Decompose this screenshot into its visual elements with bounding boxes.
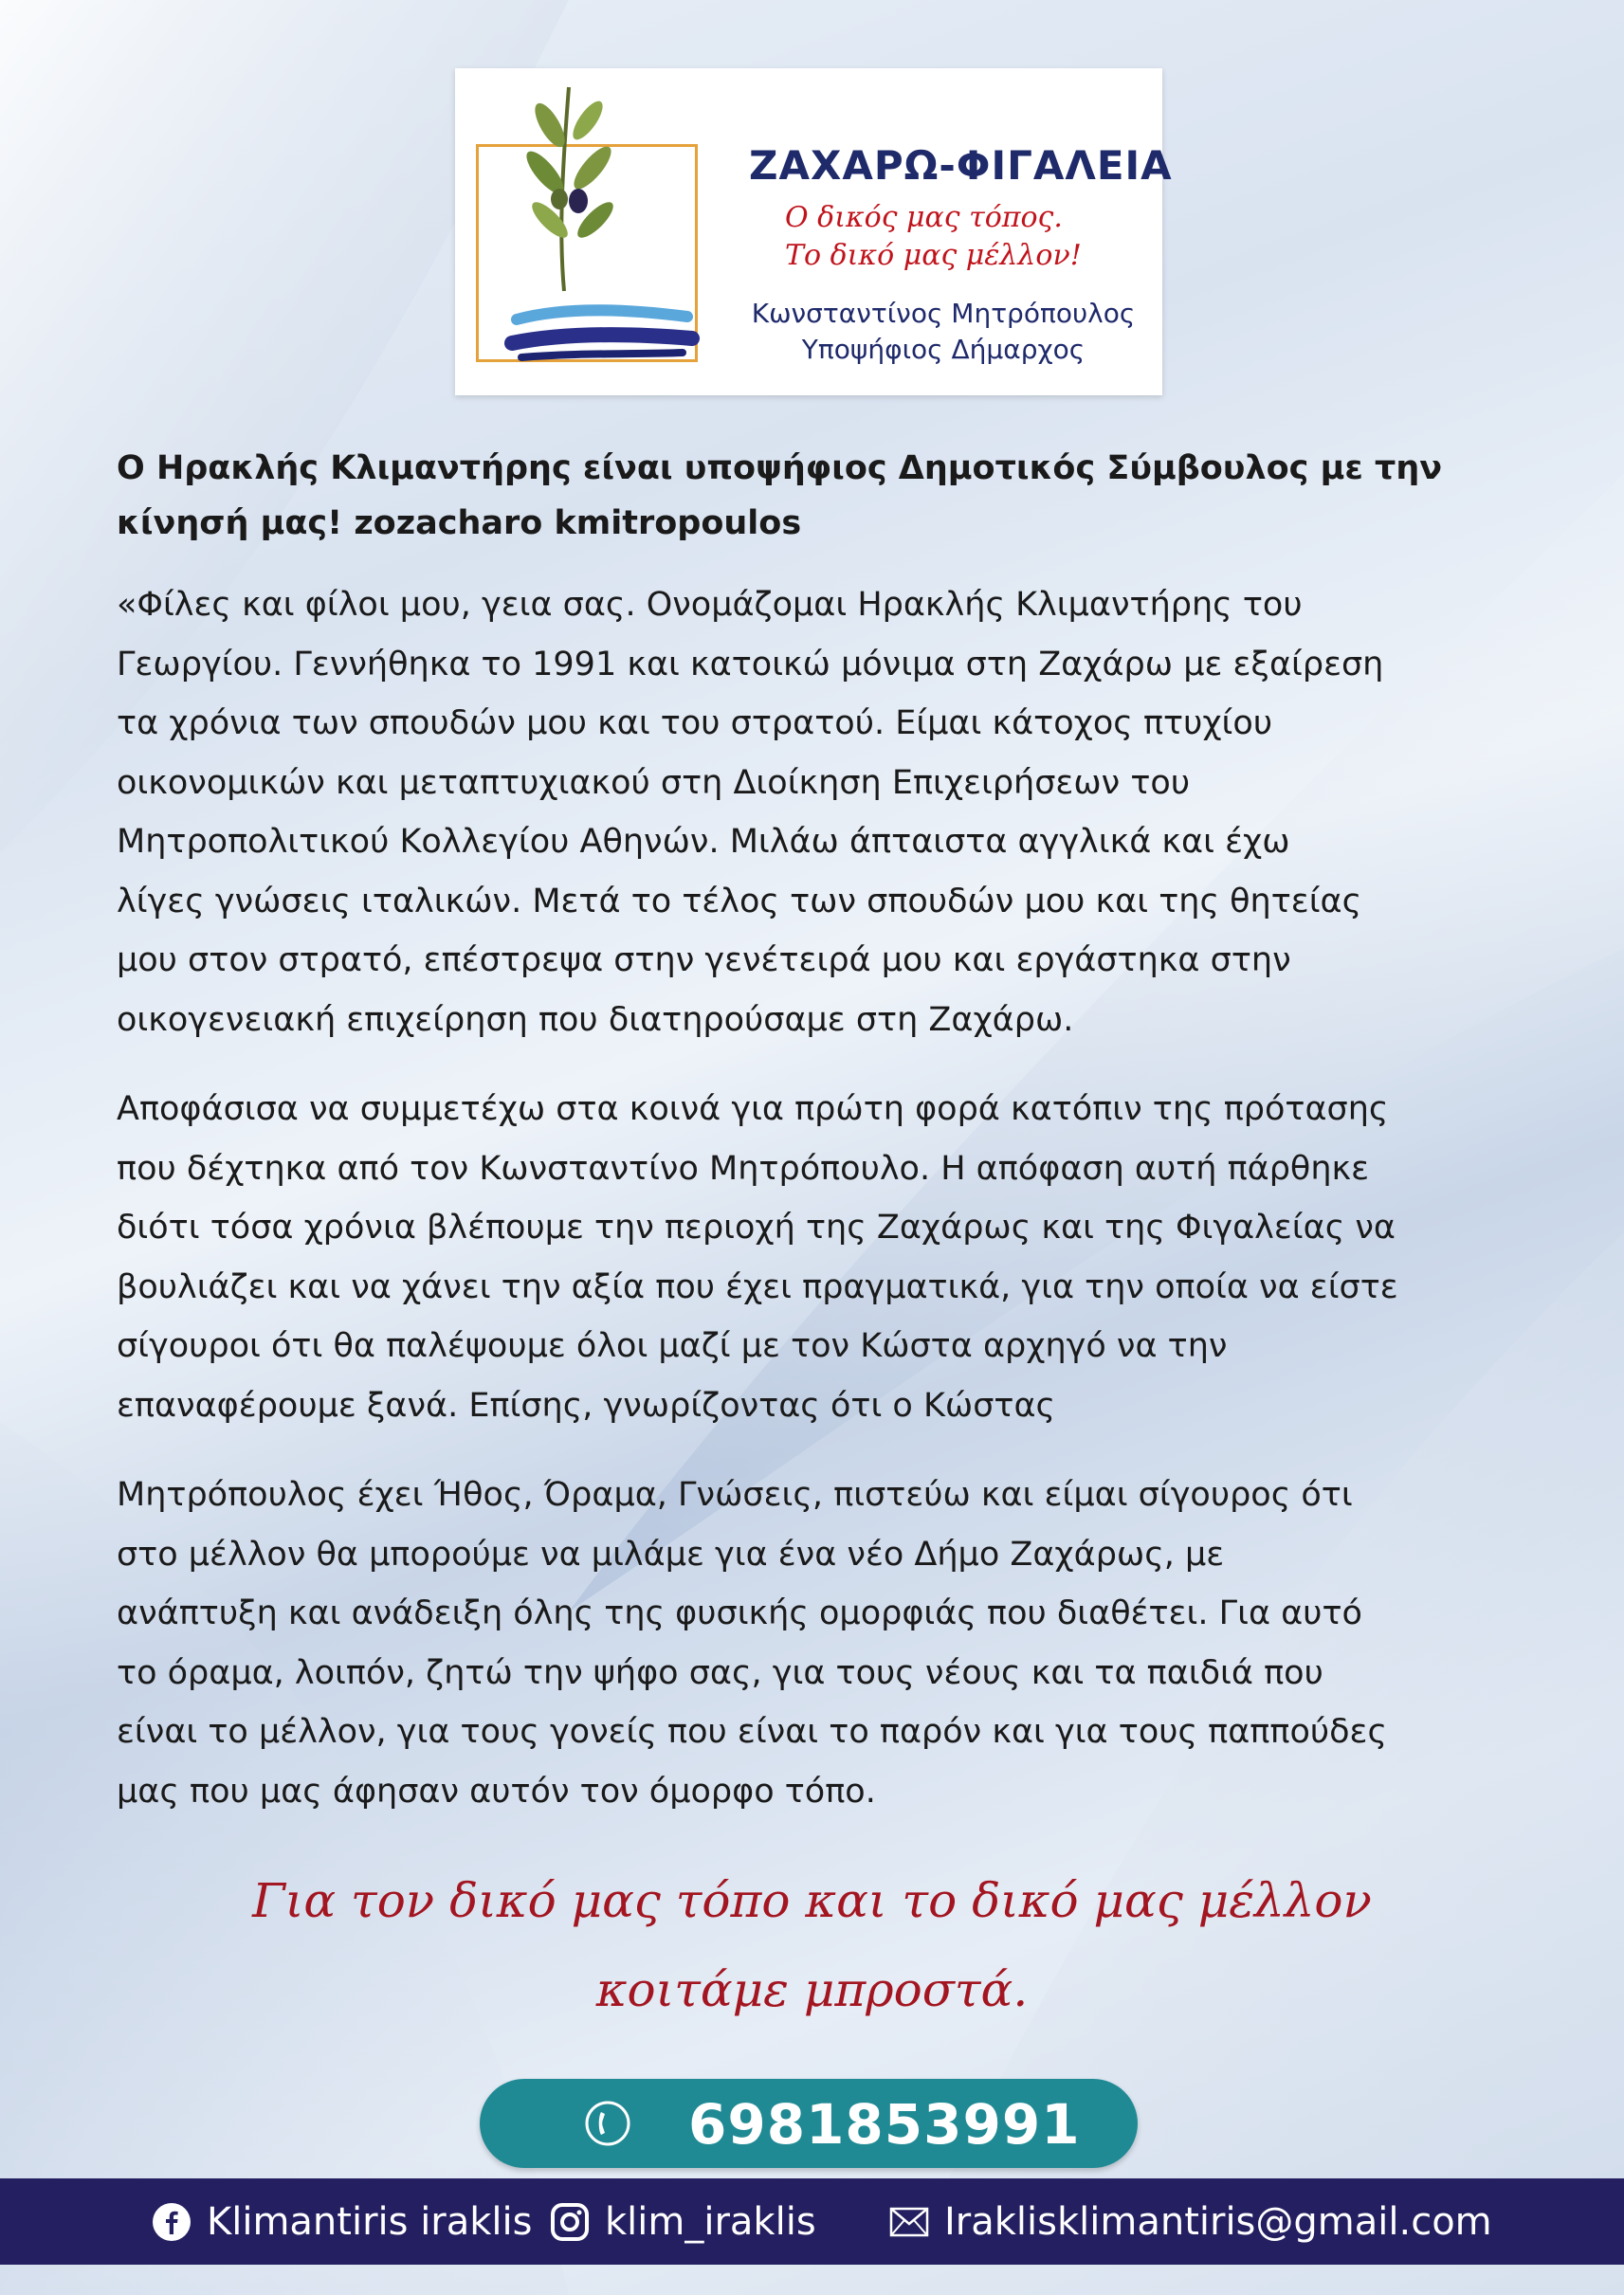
email-address[interactable]: Iraklisklimantiris@gmail.com bbox=[944, 2199, 1492, 2244]
paragraph-line: είναι το μέλλον, για τους γονείς που είναι το παρόν και για τους παππούδες bbox=[117, 1713, 1387, 1751]
instagram-icon bbox=[550, 2202, 590, 2242]
envelope-icon bbox=[889, 2207, 929, 2237]
instagram-link[interactable] bbox=[550, 2178, 816, 2265]
paragraph-line: Αποφάσισα να συμμετέχω στα κοινά για πρώτη φορά κατόπιν της πρότασης bbox=[117, 1090, 1389, 1128]
facebook-link[interactable] bbox=[152, 2178, 533, 2265]
contact-footer bbox=[0, 2178, 1624, 2265]
paragraph-line: λίγες γνώσεις ιταλικών. Μετά το τέλος των σπουδών μου και της θητείας bbox=[117, 882, 1362, 920]
article-body bbox=[117, 441, 1510, 1851]
headline-line: κίνησή μας! zozacharo kmitropoulos bbox=[117, 504, 802, 542]
logo-slogan bbox=[785, 199, 1126, 275]
paragraph-line: βουλιάζει και να χάνει την αξία που έχει πραγματικά, για την οποία να είστε bbox=[117, 1267, 1398, 1306]
candidate-role: Υποψήφιος Δήμαρχος bbox=[801, 334, 1086, 365]
closing-slogan bbox=[0, 1856, 1624, 2034]
olive-branch-icon bbox=[493, 68, 711, 395]
paragraph-3 bbox=[117, 1466, 1510, 1821]
logo-candidate bbox=[739, 296, 1147, 368]
paragraph-line: σίγουροι ότι θα παλέψουμε όλοι μαζί με τον Κώστα αρχηγό να την bbox=[117, 1327, 1228, 1365]
paragraph-2 bbox=[117, 1080, 1510, 1435]
candidate-name: Κωνσταντίνος Μητρόπουλος bbox=[751, 298, 1136, 329]
paragraph-line: μου στον στρατό, επέστρεψα στην γενέτειρά μου και εργάστηκα στην bbox=[117, 941, 1291, 979]
phone-badge[interactable] bbox=[480, 2079, 1138, 2168]
paragraph-line: Μητροπολιτικού Κολλεγίου Αθηνών. Μιλάω άπταιστα αγγλικά και έχω bbox=[117, 823, 1290, 861]
paragraph-line: «Φίλες και φίλοι μου, γεια σας. Ονομάζομαι Ηρακλής Κλιμαντήρης του bbox=[117, 586, 1303, 624]
slogan-line: κοιτάμε μπροστά. bbox=[595, 1962, 1029, 2017]
paragraph-line: Μητρόπουλος έχει Ήθος, Όραμα, Γνώσεις, πιστεύω και είμαι σίγουρος ότι bbox=[117, 1476, 1353, 1514]
paragraph-line: στο μέλλον θα μπορούμε να μιλάμε για ένα νέο Δήμο Ζαχάρως, με bbox=[117, 1535, 1225, 1574]
paragraph-line: τα χρόνια των σπουδών μου και του στρατού. Είμαι κάτοχος πτυχίου bbox=[117, 704, 1273, 742]
paragraph-line: μας που μας άφησαν αυτόν τον όμορφο τόπο. bbox=[117, 1772, 876, 1811]
paragraph-line: το όραμα, λοιπόν, ζητώ την ψήφο σας, για τους νέους και τα παιδιά που bbox=[117, 1653, 1323, 1692]
paragraph-line: οικογενειακή επιχείρηση που διατηρούσαμε στη Ζαχάρω. bbox=[117, 1000, 1074, 1039]
paragraph-line: Γεωργίου. Γεννήθηκα το 1991 και κατοικώ μόνιμα στη Ζαχάρω με εξαίρεση bbox=[117, 645, 1384, 683]
logo-slogan-line1: Ο δικός μας τόπος. bbox=[785, 201, 1063, 234]
email-link[interactable] bbox=[889, 2178, 1492, 2265]
paragraph-line: επαναφέρουμε ξανά. Επίσης, γνωρίζοντας ότι ο Κώστας bbox=[117, 1386, 1056, 1425]
phone-number[interactable]: 6981853991 bbox=[688, 2092, 1081, 2157]
logo-slogan-line2: Το δικό μας μέλλον! bbox=[785, 239, 1082, 272]
slogan-line: Για τον δικό μας τόπο και το δικό μας μέλλον bbox=[252, 1873, 1372, 1928]
campaign-logo bbox=[455, 68, 1173, 395]
phone-icon bbox=[584, 2100, 631, 2147]
paragraph-line: που δέχτηκα από τον Κωνσταντίνο Μητρόπουλο. Η απόφαση αυτή πάρθηκε bbox=[117, 1149, 1370, 1188]
paragraph-1 bbox=[117, 575, 1510, 1049]
headline bbox=[117, 441, 1510, 551]
paragraph-line: διότι τόσα χρόνια βλέπουμε την περιοχή της Ζαχάρως και της Φιγαλείας να bbox=[117, 1209, 1396, 1247]
paragraph-line: ανάπτυξη και ανάδειξη όλης της φυσικής ομορφιάς που διαθέτει. Για αυτό bbox=[117, 1594, 1362, 1632]
paragraph-line: οικονομικών και μεταπτυχιακού στη Διοίκηση Επιχειρήσεων του bbox=[117, 763, 1191, 802]
facebook-icon bbox=[152, 2202, 192, 2242]
facebook-handle[interactable]: Klimantiris iraklis bbox=[207, 2199, 533, 2244]
headline-line: Ο Ηρακλής Κλιμαντήρης είναι υποψήφιος Δημοτικός Σύμβουλος με την bbox=[117, 449, 1443, 487]
logo-title: ΖΑΧΑΡΩ-ΦΙΓΑΛΕΙΑ bbox=[749, 142, 1173, 189]
instagram-handle[interactable]: klim_iraklis bbox=[605, 2199, 816, 2244]
